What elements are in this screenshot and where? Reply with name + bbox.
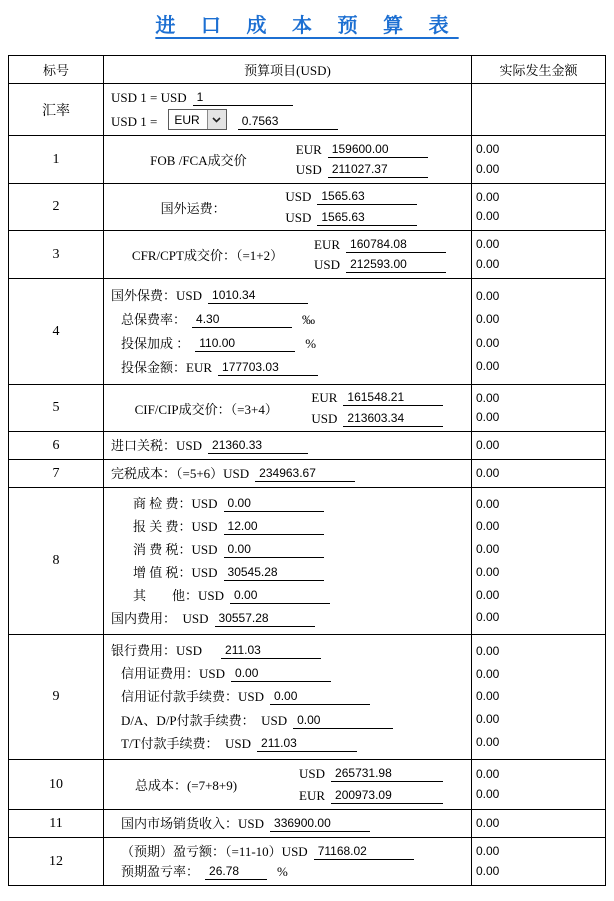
value-field[interactable]: 0.00 [230, 588, 330, 604]
budget-item-cell [103, 760, 471, 809]
actual-amount-cell [471, 810, 605, 837]
item-label: 商 检 费：USD [133, 496, 218, 511]
item-label: 国内市场销货收入：USD [121, 816, 265, 831]
header-col-actual-amount: 实际发生金额 [471, 56, 605, 83]
table-row-cif-cip [9, 384, 605, 431]
value-field[interactable]: 211.03 [221, 643, 321, 659]
value-field[interactable]: 0.00 [224, 496, 324, 512]
item-label: 国内费用： USD [111, 611, 209, 626]
row-number: 11 [49, 815, 63, 831]
item-label: 银行费用：USD [111, 643, 216, 659]
permille-suffix: ‰ [302, 312, 316, 327]
value-field[interactable]: 177703.03 [218, 360, 318, 376]
actual-value[interactable]: 0.00 [476, 162, 500, 176]
item-label: CFR/CPT成交价：（=1+2） [131, 248, 284, 263]
actual-value[interactable]: 0.00 [476, 666, 500, 681]
budget-item-cell [103, 385, 471, 431]
actual-amount-cell [471, 385, 605, 431]
item-label: T/T付款手续费： USD [121, 735, 252, 751]
value-field[interactable]: 1565.63 [317, 189, 417, 205]
row-number: 2 [52, 199, 60, 214]
budget-item-cell [103, 432, 471, 459]
actual-amount-cell [471, 231, 605, 278]
actual-value[interactable]: 0.00 [476, 564, 500, 579]
actual-value[interactable]: 0.00 [476, 209, 500, 224]
chevron-down-icon[interactable] [207, 110, 226, 129]
actual-value[interactable]: 0.00 [476, 864, 500, 878]
budget-item-cell [103, 838, 471, 885]
table-row-import-duty [9, 431, 605, 459]
value-field[interactable]: 4.30 [192, 312, 292, 328]
actual-value[interactable]: 0.00 [476, 189, 500, 204]
percent-suffix: % [305, 336, 317, 351]
row-number: 汇率 [42, 103, 70, 119]
value-field[interactable]: 161548.21 [343, 390, 443, 406]
item-label: 报 关 费：USD [133, 519, 218, 534]
value-field[interactable]: 12.00 [224, 519, 324, 535]
actual-amount-cell [471, 184, 605, 230]
actual-value[interactable]: 0.00 [476, 766, 500, 781]
header-col-number: 标号 [42, 63, 69, 78]
actual-amount-cell [471, 279, 605, 384]
budget-item-cell [103, 136, 471, 183]
actual-value[interactable]: 0.00 [476, 466, 500, 480]
budget-item-cell [103, 231, 471, 278]
item-label: 国外运费： [160, 200, 226, 216]
page-title: 进 口 成 本 预 算 表 [155, 15, 459, 37]
currency-label: EUR [311, 390, 338, 406]
value-field[interactable]: 1010.34 [208, 288, 308, 304]
usd-rate-field[interactable]: 1 [193, 90, 293, 106]
item-label: CIF/CIP成交价：（=3+4） [134, 401, 278, 417]
item-label: 国外保费：USD [111, 288, 203, 303]
value-field[interactable]: 265731.98 [331, 766, 443, 782]
actual-value[interactable]: 0.00 [476, 390, 500, 405]
row-number: 10 [49, 776, 63, 792]
value-field[interactable]: 110.00 [195, 336, 295, 352]
actual-value[interactable]: 0.00 [476, 610, 500, 625]
actual-value[interactable]: 0.00 [476, 257, 500, 271]
actual-value[interactable]: 0.00 [476, 438, 500, 452]
value-field[interactable]: 0.00 [293, 713, 393, 729]
budget-item-cell [103, 460, 471, 487]
actual-amount-cell [471, 488, 605, 634]
row-number: 1 [52, 151, 60, 167]
table-row-foreign-insurance [9, 278, 605, 384]
budget-item-cell [103, 184, 471, 230]
table-row-exchange-rate [9, 83, 605, 135]
actual-amount-cell [471, 760, 605, 809]
actual-amount-cell [471, 460, 605, 487]
currency-label: USD [285, 209, 312, 225]
item-label: 信用证付款手续费：USD [121, 689, 265, 705]
item-label: D/A、D/P付款手续费： USD [121, 712, 288, 728]
actual-value[interactable]: 0.00 [476, 643, 500, 658]
value-field[interactable]: 336900.00 [270, 816, 370, 832]
actual-value[interactable]: 0.00 [476, 410, 500, 425]
row-number: 8 [52, 553, 60, 568]
row-number: 6 [52, 437, 60, 453]
row-number: 7 [52, 465, 60, 481]
percent-suffix: % [277, 864, 288, 880]
value-field[interactable]: 200973.09 [331, 788, 443, 804]
item-label: 完税成本：（=5+6）USD [111, 466, 250, 481]
actual-value[interactable]: 0.00 [476, 312, 500, 327]
value-field[interactable]: 30545.28 [224, 565, 324, 581]
budget-table [8, 55, 606, 886]
actual-value[interactable]: 0.00 [476, 844, 500, 858]
item-label: （预期）盈亏额：（=11-10）USD [121, 843, 308, 859]
actual-amount-cell [471, 84, 605, 135]
value-field[interactable]: 159600.00 [328, 142, 428, 158]
actual-value[interactable]: 0.00 [476, 816, 500, 830]
actual-value[interactable]: 0.00 [476, 735, 500, 750]
actual-value[interactable]: 0.00 [476, 237, 500, 251]
value-field[interactable]: 0.00 [270, 689, 370, 705]
item-label: FOB /FCA成交价 [150, 153, 247, 168]
item-label: 总保费率： [121, 312, 187, 327]
rate-label: USD 1 = USD [111, 89, 187, 105]
currency-label: USD [299, 766, 326, 782]
actual-value[interactable]: 0.00 [476, 496, 500, 511]
value-field[interactable]: 21360.33 [208, 438, 308, 454]
currency-select-value: EUR [174, 112, 200, 127]
value-field[interactable]: 71168.02 [314, 844, 414, 860]
value-field[interactable]: 30557.28 [215, 611, 315, 627]
currency-select[interactable] [168, 109, 226, 130]
value-field[interactable]: 213603.34 [343, 411, 443, 427]
item-label: 信用证费用：USD [121, 666, 226, 682]
table-row-domestic-sales-revenue [9, 809, 605, 837]
currency-label: EUR [314, 236, 341, 252]
currency-label: USD [285, 189, 312, 205]
currency-label: EUR [299, 787, 326, 803]
actual-value[interactable]: 0.00 [476, 335, 500, 350]
rate-label: USD 1 = [111, 114, 158, 130]
table-row-foreign-freight [9, 183, 605, 230]
budget-item-cell [103, 635, 471, 759]
item-label: 消 费 税：USD [133, 542, 218, 557]
actual-value[interactable]: 0.00 [476, 587, 500, 602]
value-field[interactable]: 1565.63 [317, 210, 417, 226]
row-number: 9 [52, 689, 60, 704]
actual-value[interactable]: 0.00 [476, 787, 500, 802]
item-label: 进口关税：USD [111, 438, 203, 453]
value-field[interactable]: 212593.00 [346, 257, 446, 273]
actual-amount-cell [471, 432, 605, 459]
header-col-budget-items: 预算项目(USD) [103, 56, 471, 83]
actual-amount-cell [471, 838, 605, 885]
actual-amount-cell [471, 635, 605, 759]
actual-value[interactable]: 0.00 [476, 712, 500, 727]
value-field[interactable]: 211.03 [257, 736, 357, 752]
table-row-domestic-fees [9, 487, 605, 634]
value-field[interactable]: 160784.08 [346, 237, 446, 253]
currency-label: EUR [295, 141, 322, 157]
item-label: 预期盈亏率： [121, 864, 200, 880]
table-row-fob [9, 135, 605, 183]
actual-value[interactable]: 0.00 [476, 359, 500, 374]
item-label: 其 他：USD [133, 588, 225, 603]
budget-item-cell [103, 488, 471, 634]
row-number: 3 [52, 246, 60, 262]
eur-rate-field[interactable]: 0.7563 [238, 114, 338, 130]
table-row-total-cost [9, 759, 605, 809]
table-row-cfr-cpt [9, 230, 605, 278]
actual-value[interactable]: 0.00 [476, 542, 500, 557]
table-row-bank-fees [9, 634, 605, 759]
value-field[interactable]: 26.78 [205, 864, 267, 880]
actual-value[interactable]: 0.00 [476, 142, 500, 156]
item-label: 总成本：(=7+8+9) [134, 778, 238, 793]
table-row-duty-paid-cost [9, 459, 605, 487]
currency-label: USD [311, 410, 338, 426]
row-number: 5 [52, 400, 60, 415]
actual-amount-cell [471, 136, 605, 183]
value-field[interactable]: 0.00 [224, 542, 324, 558]
value-field[interactable]: 234963.67 [255, 466, 355, 482]
table-row-expected-profit-loss [9, 837, 605, 885]
row-number: 12 [49, 853, 63, 869]
budget-item-cell [103, 84, 471, 135]
actual-value[interactable]: 0.00 [476, 288, 500, 303]
item-label: 增 值 税：USD [133, 565, 218, 580]
item-label: 投保加成 ： [121, 336, 190, 351]
currency-label: USD [295, 162, 322, 178]
budget-item-cell [103, 810, 471, 837]
row-number: 4 [52, 323, 60, 339]
budget-item-cell [103, 279, 471, 384]
value-field[interactable]: 0.00 [231, 666, 331, 682]
currency-label: USD [314, 257, 341, 273]
item-label: 投保金额：EUR [121, 360, 213, 375]
table-header-row [9, 56, 605, 83]
value-field[interactable]: 211027.37 [328, 162, 428, 178]
actual-value[interactable]: 0.00 [476, 519, 500, 534]
actual-value[interactable]: 0.00 [476, 689, 500, 704]
